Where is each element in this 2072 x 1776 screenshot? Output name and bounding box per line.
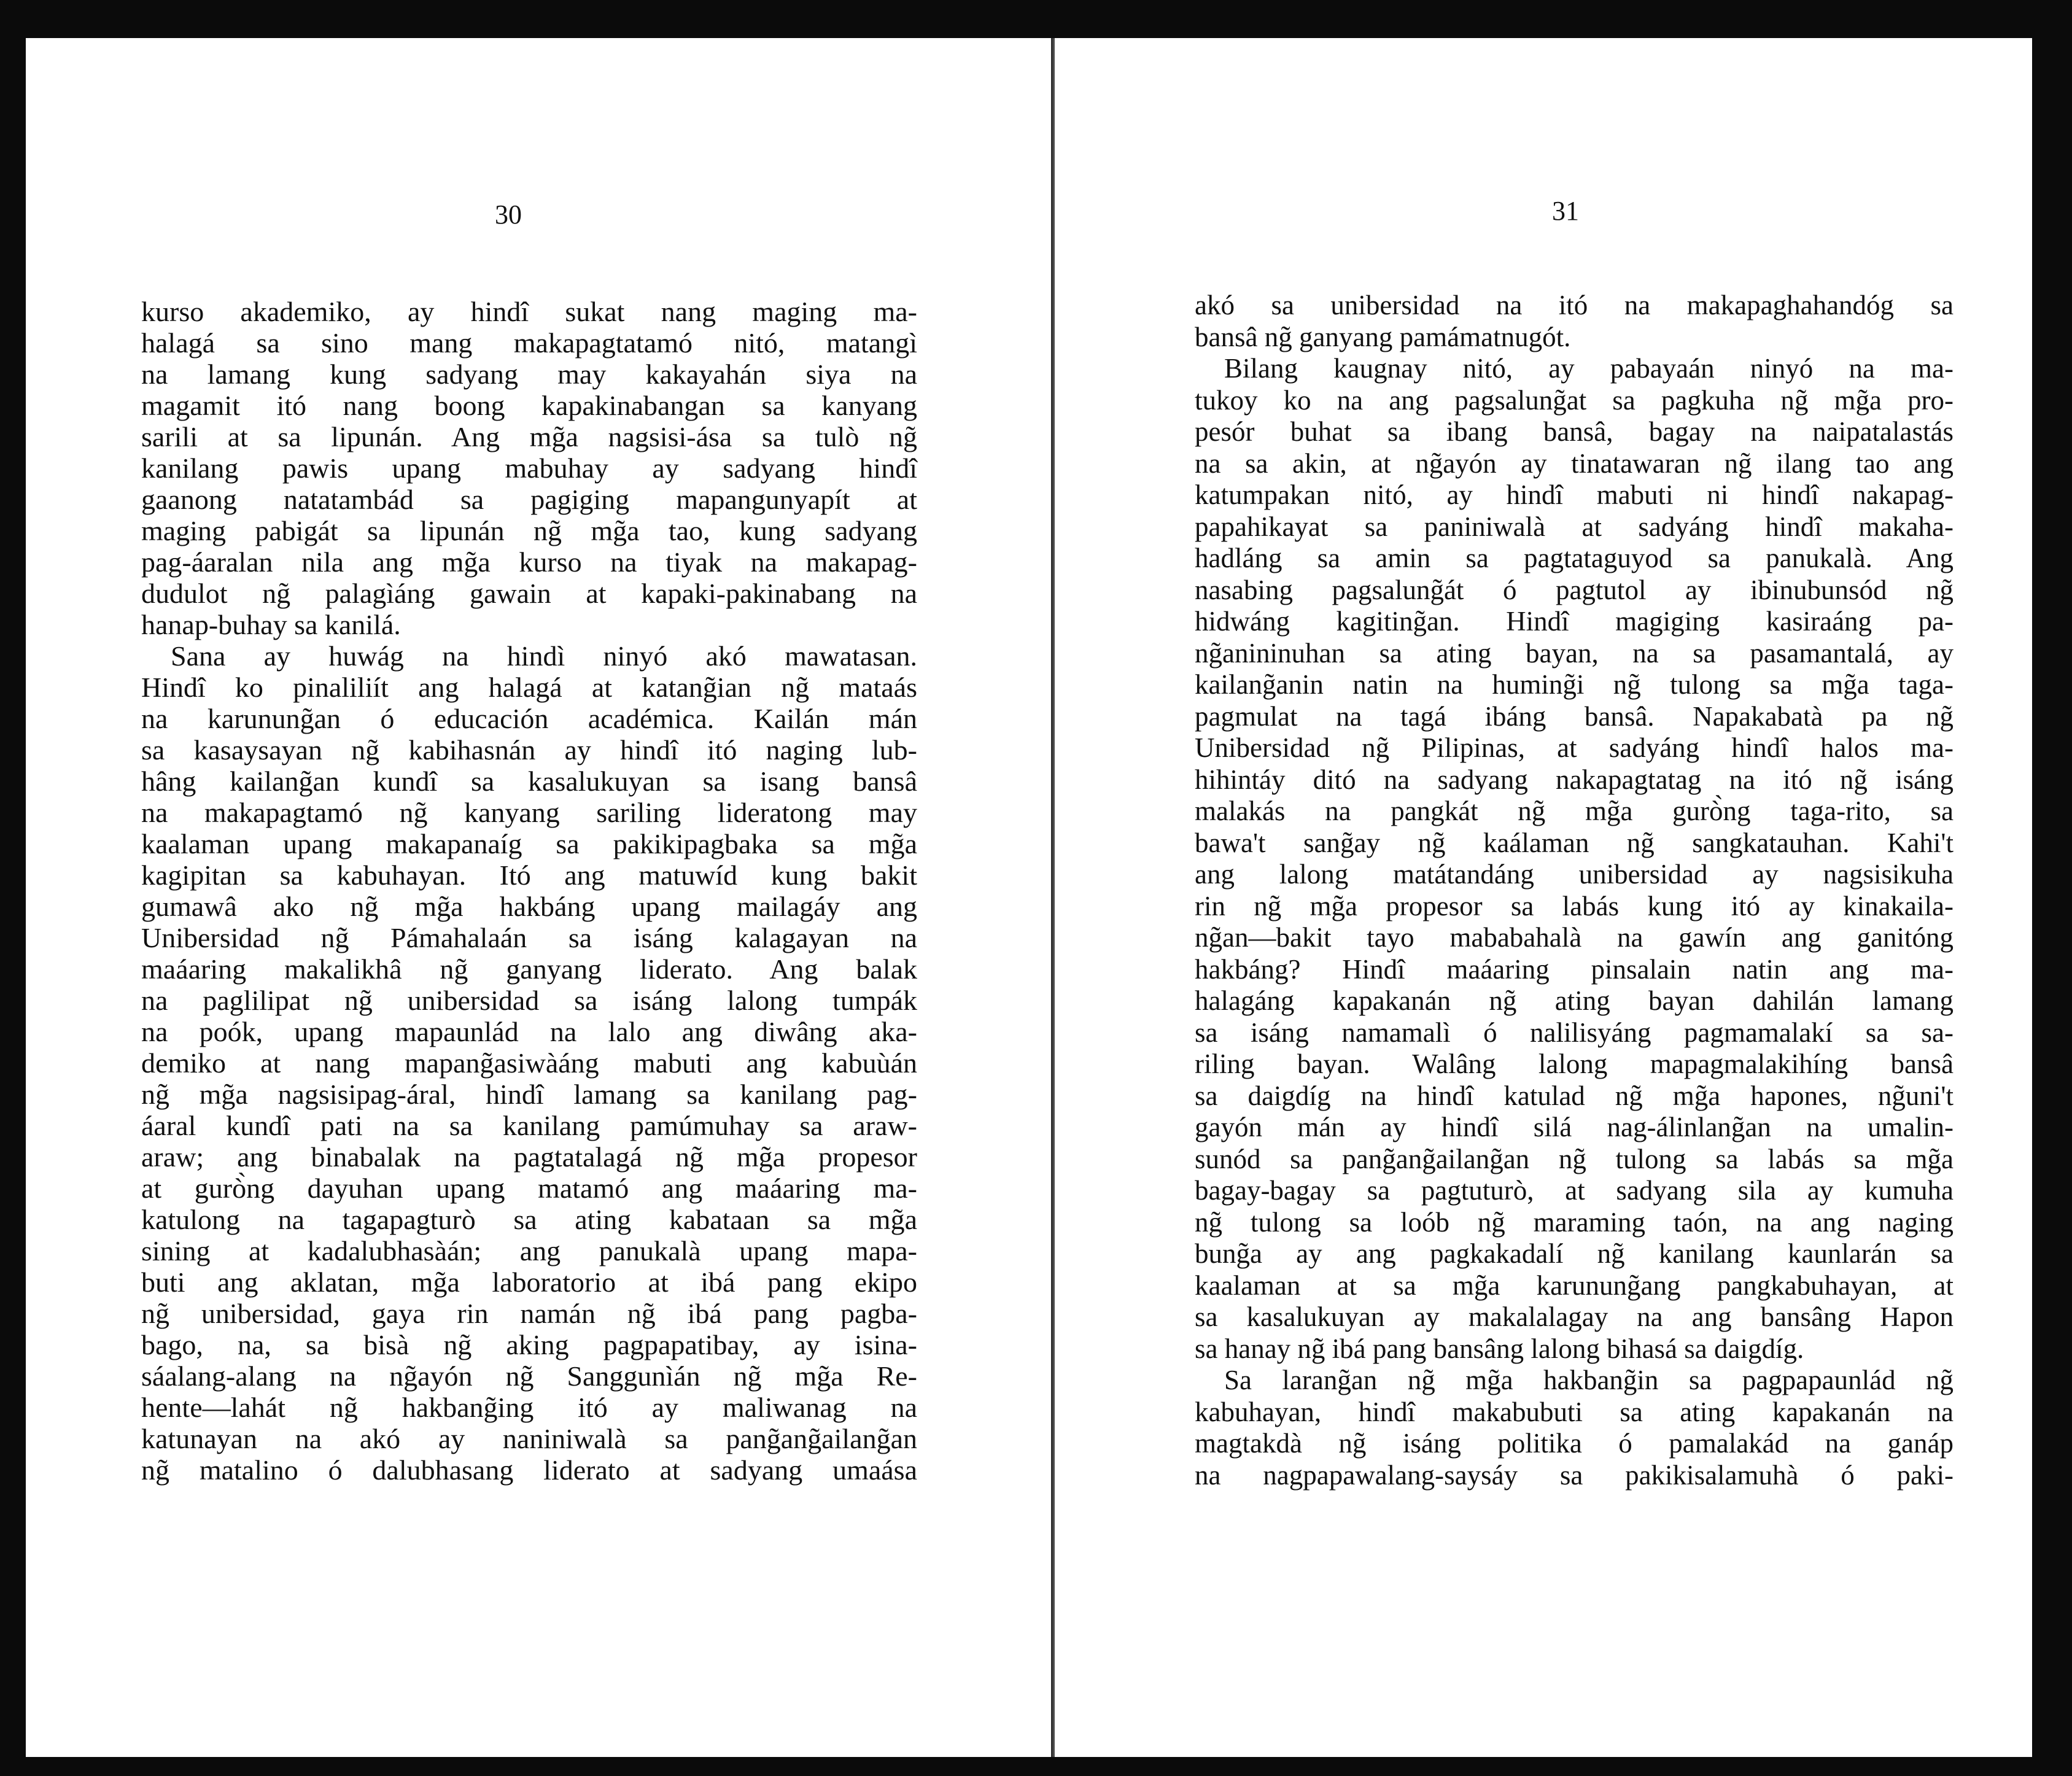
text-line: gaanong natatambád sa pagiging mapangunyapít at: [141, 484, 917, 515]
text-line: bung̃a ay ang pagkakadalí ng̃ kanilang kaunlarán sa: [1195, 1238, 1954, 1269]
page-number-right: 31: [1552, 196, 1579, 226]
text-line: bago, na, sa bisà ng̃ aking pagpapatibay, ay isina-: [141, 1329, 917, 1360]
text-line: Unibersidad ng̃ Pilipinas, at sadyáng hindî halos ma-: [1195, 732, 1954, 763]
text-line: kabuhayan, hindî makabubuti sa ating kapakanán na: [1195, 1396, 1954, 1427]
text-line: Hindî ko pinaliliít ang halagá at katang̃ian ng̃ mataás: [141, 672, 917, 703]
text-line: malakás na pangkát ng̃ mg̃a gurò̀ng taga-rito, sa: [1195, 796, 1954, 826]
text-line: sunód sa pang̃ang̃ailang̃an ng̃ tulong sa labás sa mg̃a: [1195, 1143, 1954, 1174]
text-line: maáaring makalikhâ ng̃ ganyang liderato. Ang balak: [141, 953, 917, 985]
text-line: buti ang aklatan, mg̃a laboratorio at ibá pang ekipo: [141, 1266, 917, 1298]
text-line: kaalaman at sa mg̃a karunung̃ang pangkabuhayan, at: [1195, 1270, 1954, 1301]
text-line: na makapagtamó ng̃ kanyang sariling lideratong may: [141, 797, 917, 828]
text-line: bagay-bagay sa pagtuturò, at sadyang sila ay kumuha: [1195, 1175, 1954, 1206]
text-line: nasabing pagsalung̃át ó pagtutol ay ibinubunsód ng̃: [1195, 574, 1954, 605]
text-line: hidwáng kagiting̃an. Hindî magiging kasiraáng pa-: [1195, 606, 1954, 637]
text-line: hakbáng? Hindî maáaring pinsalain natin ang ma-: [1195, 953, 1954, 985]
text-line: Sa larang̃an ng̃ mg̃a hakbang̃in sa pagpapaunlád ng̃: [1224, 1365, 1954, 1395]
text-line: ang lalong matátandáng unibersidad ay nagsisikuha: [1195, 859, 1954, 890]
text-line: áaral kundî pati na sa kanilang pamúmuhay sa araw-: [141, 1110, 917, 1141]
text-line: magamit itó nang boong kapakinabangan sa kanyang: [141, 390, 917, 421]
left-page: [26, 38, 1052, 1757]
right-page-text: [1195, 290, 1954, 1491]
text-line: katumpakan nitó, ay hindî mabuti ni hindî nakapag-: [1195, 479, 1954, 510]
text-line: Bilang kaugnay nitó, ay pabayaán ninyó na ma-: [1224, 353, 1954, 384]
text-line: na lamang kung sadyang may kakayahán siya na: [141, 359, 917, 390]
text-line: magtakdà ng̃ isáng politika ó pamalakád na ganáp: [1195, 1428, 1954, 1459]
text-line: kurso akademiko, ay hindî sukat nang maging ma-: [141, 296, 917, 327]
text-line: kaalaman upang makapanaíg sa pakikipagbaka sa mg̃a: [141, 828, 917, 859]
text-line: sining at kadalubhasàán; ang panukalà upang mapa-: [141, 1235, 917, 1266]
text-line: ng̃ unibersidad, gaya rin namán ng̃ ibá pang pagba-: [141, 1298, 917, 1329]
text-line: araw; ang binabalak na pagtatalagá ng̃ mg̃a propesor: [141, 1141, 917, 1173]
text-line: na sa akin, at ng̃ayón ay tinatawaran ng̃ ilang tao ang: [1195, 448, 1954, 479]
text-line: rin ng̃ mg̃a propesor sa labás kung itó ay kinakaila-: [1195, 890, 1954, 921]
text-line: sa daigdíg na hindî katulad ng̃ mg̃a hapones, ng̃uni't: [1195, 1080, 1954, 1111]
text-line: akó sa unibersidad na itó na makapaghahandóg sa: [1195, 290, 1954, 320]
text-line: dudulot ng̃ palagìáng gawain at kapaki-pakinabang na: [141, 578, 917, 609]
text-line: sa kasaysayan ng̃ kabihasnán ay hindî itó naging lub-: [141, 734, 917, 766]
text-line: hadláng sa amin sa pagtataguyod sa panukalà. Ang: [1195, 543, 1954, 573]
text-line: na nagpapawalang-saysáy sa pakikisalamuhà ó paki-: [1195, 1459, 1954, 1491]
text-line: riling bayan. Walâng lalong mapagmalakihíng bansâ: [1195, 1049, 1954, 1079]
text-line: tukoy ko na ang pagsalung̃at sa pagkuha ng̃ mg̃a pro-: [1195, 384, 1954, 416]
text-line: sáalang-alang na ng̃ayón ng̃ Sanggunìán ng̃ mg̃a Re-: [141, 1360, 917, 1392]
text-line: ng̃an—bakit tayo mababahalà na gawín ang ganitóng: [1195, 922, 1954, 953]
text-line: sa hanay ng̃ ibá pang bansâng lalong bihasá sa daigdíg.: [1195, 1333, 1804, 1364]
left-page-text: [141, 296, 917, 1486]
text-line: hanap-buhay sa kanilá.: [141, 609, 401, 640]
text-line: na karunung̃an ó educación académica. Kailán mán: [141, 703, 917, 734]
text-line: kanilang pawis upang mabuhay ay sadyang hindî: [141, 452, 917, 484]
text-line: hâng kailang̃an kundî sa kasalukuyan sa isang bansâ: [141, 766, 917, 797]
text-line: pag-áaralan nila ang mg̃a kurso na tiyak na makapag-: [141, 546, 917, 578]
text-line: halagá sa sino mang makapagtatamó nitó, matangì: [141, 327, 917, 359]
right-page: [1055, 38, 2032, 1757]
text-line: pagmulat na tagá ibáng bansâ. Napakabatà pa ng̃: [1195, 700, 1954, 732]
text-line: at gurò̀ng dayuhan upang matamó ang maáaring ma-: [141, 1173, 917, 1204]
text-line: sa kasalukuyan ay makalalagay na ang bansâng Hapon: [1195, 1301, 1954, 1332]
text-line: gayón mán ay hindî silá nag-álinlang̃an na umalin-: [1195, 1112, 1954, 1142]
text-line: na paglilipat ng̃ unibersidad sa isáng lalong tumpák: [141, 985, 917, 1016]
text-line: halagáng kapakanán ng̃ ating bayan dahilán lamang: [1195, 985, 1954, 1016]
text-line: sarili at sa lipunán. Ang mg̃a nagsisi-ása sa tulò ng̃: [141, 421, 917, 452]
text-line: Sana ay huwág na hindì ninyó akó mawatasan.: [171, 640, 917, 672]
text-line: katulong na tagapagturò sa ating kabataan sa mg̃a: [141, 1204, 917, 1235]
text-line: ng̃ tulong sa loób ng̃ maraming taón, na ang naging: [1195, 1206, 1954, 1238]
page-number-left: 30: [495, 200, 522, 230]
text-line: bawa't sang̃ay ng̃ kaálaman ng̃ sangkatauhan. Kahi't: [1195, 827, 1954, 858]
text-line: hihintáy ditó na sadyang nakapagtatag na itó ng̃ isáng: [1195, 764, 1954, 795]
text-line: ng̃ matalino ó dalubhasang liderato at sadyang umaása: [141, 1454, 917, 1486]
text-line: demiko at nang mapang̃asiwàáng mabuti ang kabuùán: [141, 1047, 917, 1079]
text-line: maging pabigát sa lipunán ng̃ mg̃a tao, kung sadyang: [141, 515, 917, 546]
text-line: kagipitan sa kabuhayan. Itó ang matuwíd kung bakit: [141, 859, 917, 891]
text-line: Unibersidad ng̃ Pámahalaán sa isáng kalagayan na: [141, 922, 917, 953]
text-line: gumawâ ako ng̃ mg̃a hakbáng upang mailagáy ang: [141, 891, 917, 922]
text-line: ng̃ mg̃a nagsisipag-áral, hindî lamang sa kanilang pag-: [141, 1079, 917, 1110]
text-line: pesór buhat sa ibang bansâ, bagay na naipatalastás: [1195, 416, 1954, 447]
text-line: papahikayat sa paniniwalà at sadyáng hindî makaha-: [1195, 511, 1954, 542]
text-line: sa isáng namamalì ó nalilisyáng pagmamalakí sa sa-: [1195, 1017, 1954, 1048]
text-line: hente—lahát ng̃ hakbang̃ing itó ay maliwanag na: [141, 1392, 917, 1423]
text-line: bansâ ng̃ ganyang pamámatnugót.: [1195, 321, 1571, 352]
text-line: na poók, upang mapaunlád na lalo ang diwâng aka-: [141, 1016, 917, 1047]
text-line: ng̃anininuhan sa ating bayan, na sa pasamantalá, ay: [1195, 637, 1954, 669]
text-line: katunayan na akó ay naniniwalà sa pang̃ang̃ailang̃an: [141, 1423, 917, 1454]
text-line: kailang̃anin natin na huming̃i ng̃ tulong sa mg̃a taga-: [1195, 669, 1954, 700]
